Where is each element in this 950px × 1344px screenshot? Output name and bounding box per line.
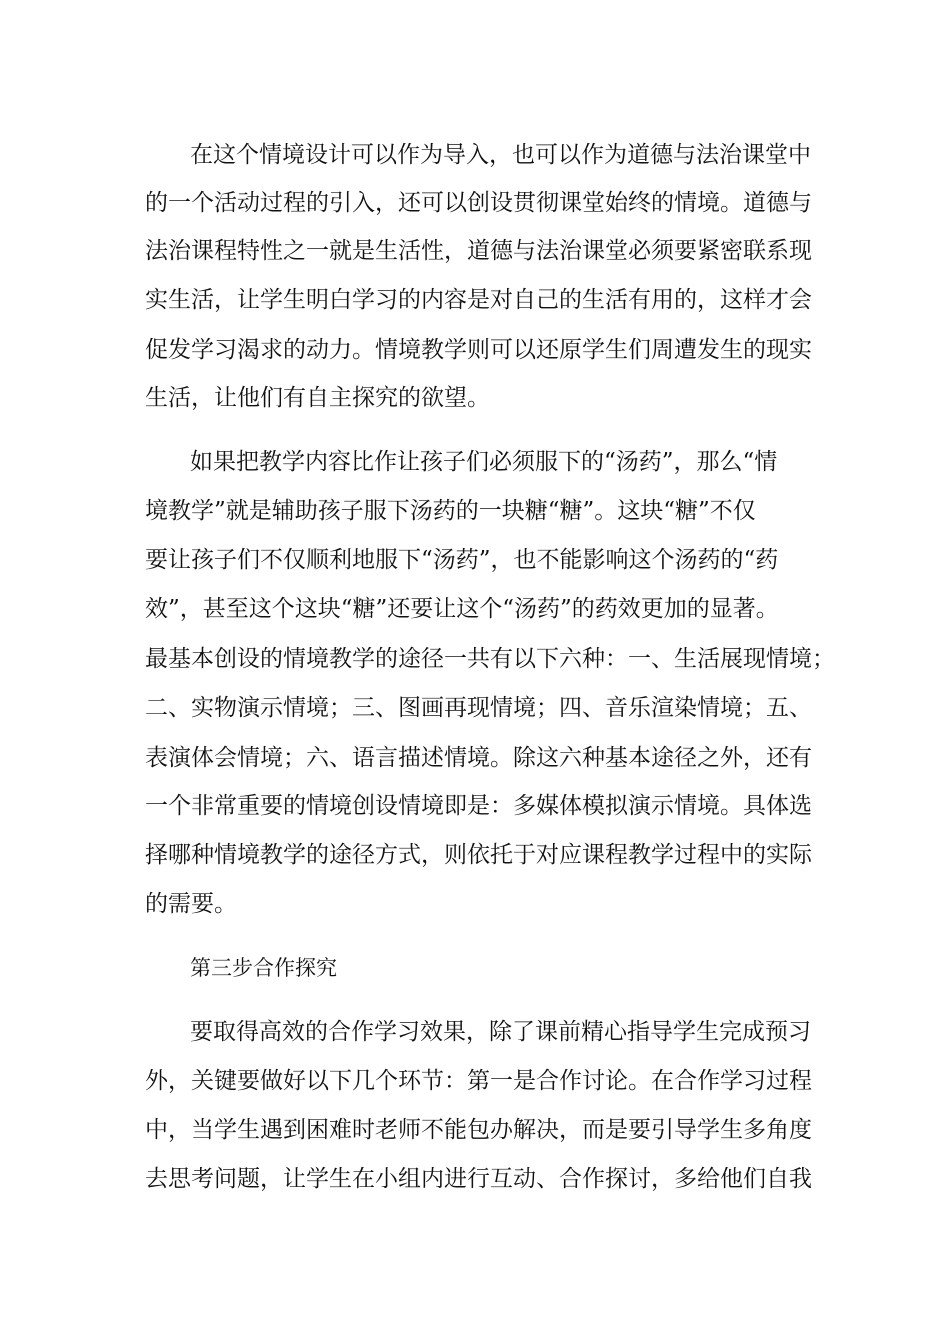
paragraph-2-line-7: 表演体会情境；六、语言描述情境。除这六种基本途径之外，还有 bbox=[145, 745, 812, 771]
paragraph-4-line-4: 去思考问题，让学生在小组内进行互动、合作探讨，多给他们自我 bbox=[145, 1166, 812, 1192]
paragraph-2-line-6: 二、实物演示情境；三、图画再现情境；四、音乐渲染情境；五、 bbox=[145, 695, 812, 721]
paragraph-1-line-6: 生活，让他们有自主探究的欲望。 bbox=[145, 385, 490, 411]
paragraph-1-line-1: 在这个情境设计可以作为导入，也可以作为道德与法治课堂中 bbox=[190, 142, 811, 168]
section-heading: 第三步合作探究 bbox=[190, 956, 337, 980]
paragraph-2-line-4: 效”，甚至这个这块“糖”还要让这个“汤药”的药效更加的显著。 bbox=[145, 596, 779, 622]
paragraph-2-line-8: 一个非常重要的情境创设情境即是：多媒体模拟演示情境。具体选 bbox=[145, 793, 812, 819]
paragraph-2-line-10: 的需要。 bbox=[145, 891, 237, 917]
paragraph-1-line-4: 实生活，让学生明白学习的内容是对自己的生活有用的，这样才会 bbox=[145, 287, 812, 313]
paragraph-4-line-2: 外，关键要做好以下几个环节：第一是合作讨论。在合作学习过程 bbox=[145, 1068, 812, 1094]
paragraph-2-line-2: 境教学”就是辅助孩子服下汤药的一块糖“糖”。这块“糖”不仅 bbox=[145, 498, 756, 524]
paragraph-2-line-1: 如果把教学内容比作让孩子们必须服下的“汤药”，那么“情 bbox=[190, 449, 778, 475]
paragraph-4-line-3: 中，当学生遇到困难时老师不能包办解决，而是要引导学生多角度 bbox=[145, 1117, 812, 1143]
paragraph-4-line-1: 要取得高效的合作学习效果，除了课前精心指导学生完成预习 bbox=[190, 1019, 811, 1045]
paragraph-1-line-5: 促发学习渴求的动力。情境教学则可以还原学生们周遭发生的现实 bbox=[145, 337, 812, 363]
paragraph-1-line-2: 的一个活动过程的引入，还可以创设贯彻课堂始终的情境。道德与 bbox=[145, 190, 812, 216]
paragraph-2-line-3: 要让孩子们不仅顺利地服下“汤药”，也不能影响这个汤药的“药 bbox=[145, 547, 779, 573]
paragraph-2-line-9: 择哪种情境教学的途径方式，则依托于对应课程教学过程中的实际 bbox=[145, 842, 812, 868]
paragraph-2-line-5: 最基本创设的情境教学的途径一共有以下六种：一、生活展现情境； bbox=[145, 646, 835, 672]
paragraph-1-line-3: 法治课程特性之一就是生活性，道德与法治课堂必须要紧密联系现 bbox=[145, 238, 812, 264]
